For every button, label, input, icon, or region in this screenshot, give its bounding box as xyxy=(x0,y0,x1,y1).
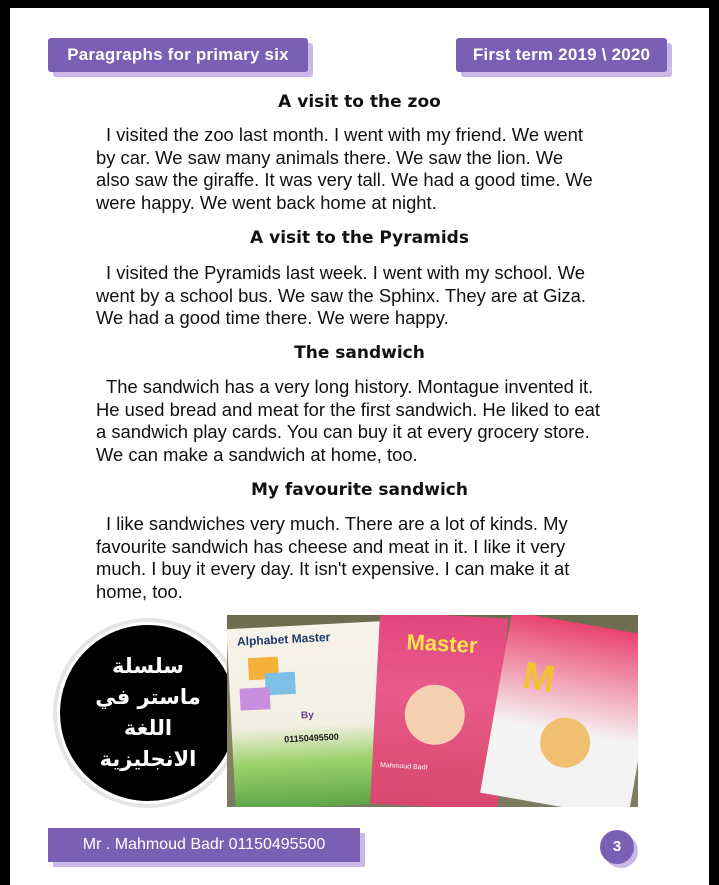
circle-line: الانجليزية xyxy=(99,747,197,771)
paragraph-line: a sandwich play cards. You can buy it at every grocery store. xyxy=(96,421,590,443)
kids-illustration-icon xyxy=(403,683,466,746)
paragraph-sandwich xyxy=(96,376,636,466)
paragraph-line: by car. We saw many animals there. We saw the lion. We xyxy=(96,146,564,168)
paragraph-line: I like sandwiches very much. There are a lot of kinds. My xyxy=(106,513,568,534)
paragraph-line: We had a good time there. We were happy. xyxy=(96,307,449,329)
book-by: By xyxy=(300,709,315,722)
book-title: Alphabet Master xyxy=(236,629,331,649)
circle-line: اللغة xyxy=(123,716,173,740)
book-phone: 01150495500 xyxy=(283,731,339,745)
series-title-badge: Paragraphs for primary six xyxy=(48,38,308,72)
book-author: Mahmoud Badr xyxy=(379,761,429,772)
paragraph-line: The sandwich has a very long history. Montague invented it. xyxy=(106,376,594,397)
page-number: 3 xyxy=(600,830,634,864)
document-page xyxy=(10,8,709,885)
circle-line: ماستر في xyxy=(95,685,201,709)
section-heading-favourite-sandwich: My favourite sandwich xyxy=(250,480,468,500)
paragraph-line: We can make a sandwich at home, too. xyxy=(96,443,418,465)
kid-illustration-icon xyxy=(536,714,594,772)
paragraph-line: much. I buy it every day. It isn't expensive. I can make it at xyxy=(96,558,570,580)
block-icon xyxy=(239,687,270,711)
paragraph-line: favourite sandwich has cheese and meat in it. I like it very xyxy=(96,535,566,557)
paragraph-line: were happy. We went back home at night. xyxy=(96,191,437,213)
circle-line: سلسلة xyxy=(112,654,184,678)
paragraph-pyramids xyxy=(96,262,636,330)
series-circle-badge xyxy=(57,622,239,804)
paragraph-line: went by a school bus. We saw the Sphinx. They are at Giza. xyxy=(96,284,586,306)
book-title: Master xyxy=(405,629,479,658)
section-heading-pyramids: A visit to the Pyramids xyxy=(250,228,469,248)
section-heading-sandwich: The sandwich xyxy=(294,343,425,363)
paragraph-line: I visited the zoo last month. I went with my friend. We went xyxy=(106,124,583,145)
paragraph-line: also saw the giraffe. It was very tall. We had a good time. We xyxy=(96,169,593,191)
paragraph-line: I visited the Pyramids last week. I went with my school. We xyxy=(106,262,586,283)
paragraph-line: home, too. xyxy=(96,580,183,602)
section-heading-zoo: A visit to the zoo xyxy=(278,92,441,112)
term-badge: First term 2019 \ 2020 xyxy=(456,38,667,72)
paragraph-line: He used bread and meat for the first sandwich. He liked to eat xyxy=(96,398,600,420)
author-footer: Mr . Mahmoud Badr 01150495500 xyxy=(48,828,360,862)
book-letter: M xyxy=(519,654,559,702)
books-photo xyxy=(227,615,638,807)
paragraph-favourite-sandwich xyxy=(96,513,636,603)
paragraph-zoo xyxy=(96,124,636,214)
